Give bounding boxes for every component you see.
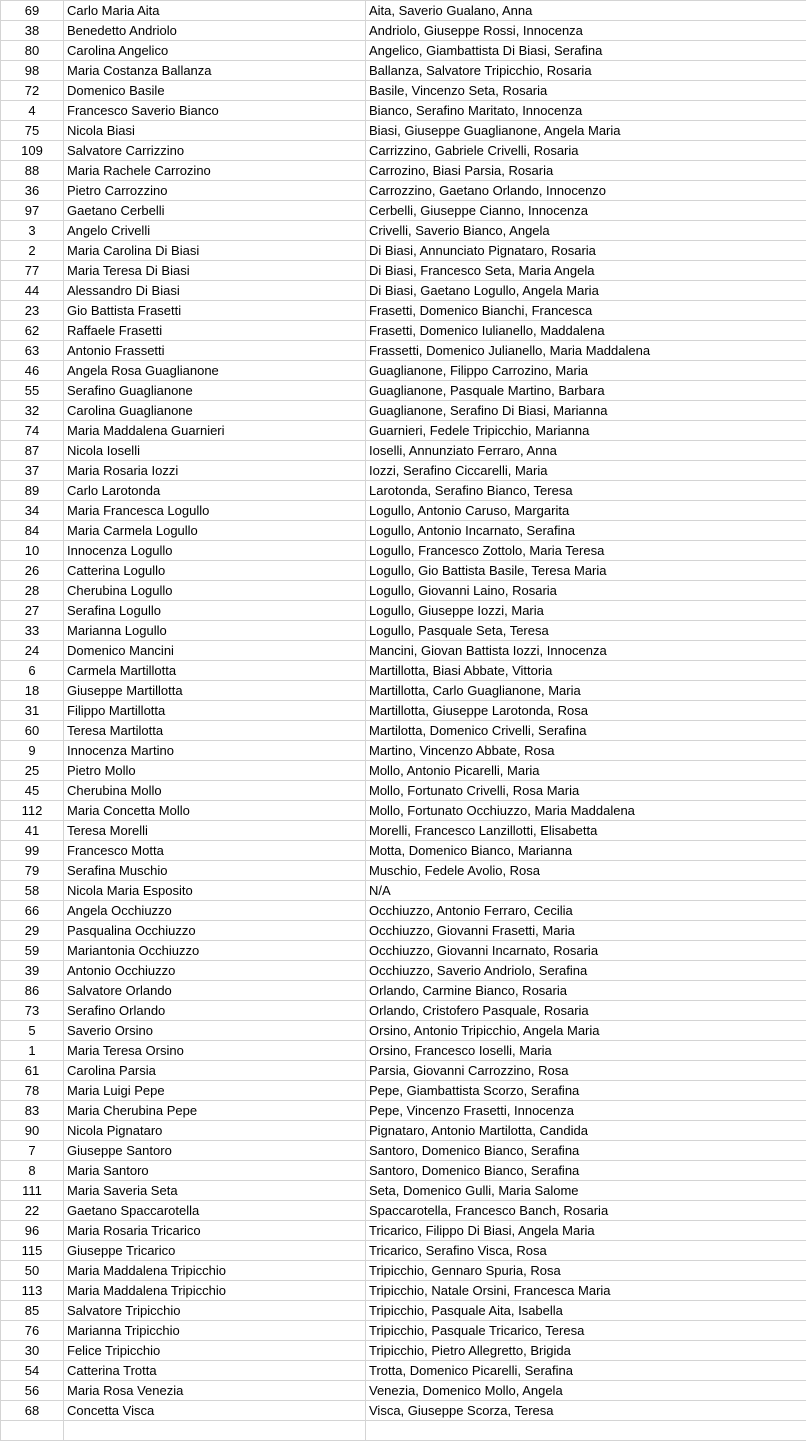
id-cell[interactable]: 74	[1, 421, 64, 441]
id-cell[interactable]: 33	[1, 621, 64, 641]
name-cell[interactable]: Maria Francesca Logullo	[64, 501, 366, 521]
table-row	[1, 521, 806, 541]
name-cell[interactable]: Francesco Motta	[64, 841, 366, 861]
id-cell[interactable]: 78	[1, 1081, 64, 1101]
id-cell[interactable]: 98	[1, 61, 64, 81]
id-cell[interactable]: 34	[1, 501, 64, 521]
id-cell[interactable]: 62	[1, 321, 64, 341]
name-cell[interactable]: Antonio Frassetti	[64, 341, 366, 361]
name-cell[interactable]: Maria Teresa Di Biasi	[64, 261, 366, 281]
parents-cell[interactable]: Guarnieri, Fedele Tripicchio, Marianna	[366, 421, 806, 441]
parents-cell[interactable]: Orsino, Antonio Tripicchio, Angela Maria	[366, 1021, 806, 1041]
id-cell[interactable]: 45	[1, 781, 64, 801]
parents-cell[interactable]: Frassetti, Domenico Julianello, Maria Maddalena	[366, 341, 806, 361]
name-cell[interactable]: Carolina Guaglianone	[64, 401, 366, 421]
id-cell[interactable]: 6	[1, 661, 64, 681]
parents-cell[interactable]: Di Biasi, Francesco Seta, Maria Angela	[366, 261, 806, 281]
name-cell[interactable]: Francesco Saverio Bianco	[64, 101, 366, 121]
name-cell[interactable]: Gio Battista Frasetti	[64, 301, 366, 321]
parents-cell[interactable]: Tricarico, Serafino Visca, Rosa	[366, 1241, 806, 1261]
id-cell[interactable]: 112	[1, 801, 64, 821]
name-cell[interactable]: Innocenza Martino	[64, 741, 366, 761]
name-cell[interactable]: Maria Saveria Seta	[64, 1181, 366, 1201]
parents-cell[interactable]: Larotonda, Serafino Bianco, Teresa	[366, 481, 806, 501]
name-cell[interactable]: Maria Cherubina Pepe	[64, 1101, 366, 1121]
table-row	[1, 1401, 806, 1421]
name-cell[interactable]: Giuseppe Santoro	[64, 1141, 366, 1161]
table-row	[1, 901, 806, 921]
parents-cell[interactable]: Andriolo, Giuseppe Rossi, Innocenza	[366, 21, 806, 41]
table-row	[1, 1341, 806, 1361]
table-row	[1, 341, 806, 361]
id-cell[interactable]: 68	[1, 1401, 64, 1421]
parents-cell[interactable]: Tripicchio, Pasquale Tricarico, Teresa	[366, 1321, 806, 1341]
id-cell[interactable]: 38	[1, 21, 64, 41]
table-row	[1, 1, 806, 21]
id-cell[interactable]: 63	[1, 341, 64, 361]
id-cell[interactable]: 27	[1, 601, 64, 621]
id-cell[interactable]: 2	[1, 241, 64, 261]
parents-cell[interactable]: Ballanza, Salvatore Tripicchio, Rosaria	[366, 61, 806, 81]
id-cell[interactable]: 87	[1, 441, 64, 461]
parents-cell[interactable]: Venezia, Domenico Mollo, Angela	[366, 1381, 806, 1401]
parents-cell[interactable]: Santoro, Domenico Bianco, Serafina	[366, 1141, 806, 1161]
table-row	[1, 161, 806, 181]
id-cell[interactable]: 4	[1, 101, 64, 121]
table-row	[1, 941, 806, 961]
id-cell[interactable]: 89	[1, 481, 64, 501]
table-row	[1, 81, 806, 101]
id-cell[interactable]: 83	[1, 1101, 64, 1121]
id-cell[interactable]: 18	[1, 681, 64, 701]
id-cell[interactable]: 7	[1, 1141, 64, 1161]
table-row	[1, 181, 806, 201]
parents-cell[interactable]: Bianco, Serafino Maritato, Innocenza	[366, 101, 806, 121]
parents-cell[interactable]: Motta, Domenico Bianco, Marianna	[366, 841, 806, 861]
name-cell[interactable]: Marianna Tripicchio	[64, 1321, 366, 1341]
table-row	[1, 981, 806, 1001]
parents-cell[interactable]: Carrizzino, Gabriele Crivelli, Rosaria	[366, 141, 806, 161]
id-cell[interactable]: 55	[1, 381, 64, 401]
id-cell[interactable]: 3	[1, 221, 64, 241]
id-cell[interactable]: 10	[1, 541, 64, 561]
table-row	[1, 101, 806, 121]
parents-cell[interactable]: Orlando, Carmine Bianco, Rosaria	[366, 981, 806, 1001]
parents-cell[interactable]: Ioselli, Annunziato Ferraro, Anna	[366, 441, 806, 461]
table-row	[1, 961, 806, 981]
name-cell[interactable]: Raffaele Frasetti	[64, 321, 366, 341]
parents-cell[interactable]	[366, 1421, 806, 1441]
id-cell[interactable]: 58	[1, 881, 64, 901]
name-cell[interactable]: Nicola Biasi	[64, 121, 366, 141]
table-row	[1, 1081, 806, 1101]
name-cell[interactable]: Maria Carolina Di Biasi	[64, 241, 366, 261]
id-cell[interactable]: 66	[1, 901, 64, 921]
table-row	[1, 1061, 806, 1081]
table-row	[1, 1281, 806, 1301]
id-cell[interactable]: 97	[1, 201, 64, 221]
parents-cell[interactable]: Tricarico, Filippo Di Biasi, Angela Maria	[366, 1221, 806, 1241]
parents-cell[interactable]: Logullo, Antonio Incarnato, Serafina	[366, 521, 806, 541]
table-row	[1, 621, 806, 641]
table-row	[1, 1181, 806, 1201]
id-cell[interactable]: 25	[1, 761, 64, 781]
table-row	[1, 1261, 806, 1281]
table-row	[1, 1001, 806, 1021]
parents-cell[interactable]: Martillotta, Giuseppe Larotonda, Rosa	[366, 701, 806, 721]
name-cell[interactable]: Maria Costanza Ballanza	[64, 61, 366, 81]
parents-cell[interactable]: Biasi, Giuseppe Guaglianone, Angela Maria	[366, 121, 806, 141]
table-row	[1, 261, 806, 281]
table-row	[1, 361, 806, 381]
id-cell[interactable]: 36	[1, 181, 64, 201]
name-cell[interactable]: Salvatore Tripicchio	[64, 1301, 366, 1321]
table-row	[1, 121, 806, 141]
parents-cell[interactable]: Mollo, Fortunato Crivelli, Rosa Maria	[366, 781, 806, 801]
parents-cell[interactable]: Parsia, Giovanni Carrozzino, Rosa	[366, 1061, 806, 1081]
id-cell[interactable]: 85	[1, 1301, 64, 1321]
id-cell[interactable]: 77	[1, 261, 64, 281]
name-cell[interactable]: Giuseppe Tricarico	[64, 1241, 366, 1261]
table-row	[1, 781, 806, 801]
parents-cell[interactable]: Di Biasi, Gaetano Logullo, Angela Maria	[366, 281, 806, 301]
parents-cell[interactable]: Frasetti, Domenico Bianchi, Francesca	[366, 301, 806, 321]
name-cell[interactable]: Serafino Orlando	[64, 1001, 366, 1021]
name-cell[interactable]: Serafina Logullo	[64, 601, 366, 621]
table-row	[1, 201, 806, 221]
name-cell[interactable]: Nicola Pignataro	[64, 1121, 366, 1141]
table-row	[1, 381, 806, 401]
parents-cell[interactable]: Carrozzino, Gaetano Orlando, Innocenzo	[366, 181, 806, 201]
parents-cell[interactable]: Trotta, Domenico Picarelli, Serafina	[366, 1361, 806, 1381]
name-cell[interactable]: Maria Luigi Pepe	[64, 1081, 366, 1101]
table-row	[1, 441, 806, 461]
name-cell[interactable]: Gaetano Spaccarotella	[64, 1201, 366, 1221]
id-cell[interactable]: 86	[1, 981, 64, 1001]
id-cell[interactable]: 88	[1, 161, 64, 181]
name-cell[interactable]: Nicola Maria Esposito	[64, 881, 366, 901]
id-cell[interactable]: 5	[1, 1021, 64, 1041]
parents-cell[interactable]: Tripicchio, Gennaro Spuria, Rosa	[366, 1261, 806, 1281]
parents-cell[interactable]: Tripicchio, Natale Orsini, Francesca Maria	[366, 1281, 806, 1301]
name-cell[interactable]: Felice Tripicchio	[64, 1341, 366, 1361]
id-cell[interactable]: 8	[1, 1161, 64, 1181]
parents-cell[interactable]: Guaglianone, Pasquale Martino, Barbara	[366, 381, 806, 401]
id-cell[interactable]: 99	[1, 841, 64, 861]
parents-cell[interactable]: Orsino, Francesco Ioselli, Maria	[366, 1041, 806, 1061]
id-cell[interactable]: 75	[1, 121, 64, 141]
name-cell[interactable]: Saverio Orsino	[64, 1021, 366, 1041]
table-row	[1, 1381, 806, 1401]
table-row	[1, 141, 806, 161]
id-cell[interactable]: 96	[1, 1221, 64, 1241]
id-cell[interactable]: 60	[1, 721, 64, 741]
id-cell[interactable]: 46	[1, 361, 64, 381]
id-cell[interactable]: 80	[1, 41, 64, 61]
table-row	[1, 1321, 806, 1341]
parents-cell[interactable]: Angelico, Giambattista Di Biasi, Serafina	[366, 41, 806, 61]
table-row	[1, 1221, 806, 1241]
name-cell[interactable]: Maria Maddalena Tripicchio	[64, 1281, 366, 1301]
table-row	[1, 1201, 806, 1221]
table-row	[1, 601, 806, 621]
id-cell[interactable]: 44	[1, 281, 64, 301]
parents-cell[interactable]: Mollo, Fortunato Occhiuzzo, Maria Maddalena	[366, 801, 806, 821]
parents-cell[interactable]: Carrozino, Biasi Parsia, Rosaria	[366, 161, 806, 181]
table-row	[1, 1161, 806, 1181]
name-cell[interactable]: Cherubina Mollo	[64, 781, 366, 801]
id-cell[interactable]: 32	[1, 401, 64, 421]
table-row	[1, 21, 806, 41]
table-row	[1, 321, 806, 341]
parents-cell[interactable]: Visca, Giuseppe Scorza, Teresa	[366, 1401, 806, 1421]
table-row	[1, 501, 806, 521]
table-row	[1, 641, 806, 661]
id-cell[interactable]: 28	[1, 581, 64, 601]
parents-cell[interactable]: Orlando, Cristofero Pasquale, Rosaria	[366, 1001, 806, 1021]
parents-cell[interactable]: Martillotta, Biasi Abbate, Vittoria	[366, 661, 806, 681]
table-row	[1, 1361, 806, 1381]
parents-cell[interactable]: N/A	[366, 881, 806, 901]
name-cell[interactable]: Filippo Martillotta	[64, 701, 366, 721]
name-cell[interactable]	[64, 1421, 366, 1441]
name-cell[interactable]: Teresa Morelli	[64, 821, 366, 841]
name-cell[interactable]: Antonio Occhiuzzo	[64, 961, 366, 981]
table-row	[1, 581, 806, 601]
name-cell[interactable]: Cherubina Logullo	[64, 581, 366, 601]
id-cell[interactable]: 73	[1, 1001, 64, 1021]
name-cell[interactable]: Innocenza Logullo	[64, 541, 366, 561]
table-row	[1, 701, 806, 721]
id-cell[interactable]: 39	[1, 961, 64, 981]
parents-cell[interactable]: Guaglianone, Filippo Carrozino, Maria	[366, 361, 806, 381]
id-cell[interactable]: 59	[1, 941, 64, 961]
name-cell[interactable]: Salvatore Orlando	[64, 981, 366, 1001]
parents-cell[interactable]: Muschio, Fedele Avolio, Rosa	[366, 861, 806, 881]
parents-cell[interactable]: Di Biasi, Annunciato Pignataro, Rosaria	[366, 241, 806, 261]
parents-cell[interactable]: Occhiuzzo, Giovanni Incarnato, Rosaria	[366, 941, 806, 961]
parents-cell[interactable]: Logullo, Francesco Zottolo, Maria Teresa	[366, 541, 806, 561]
table-row	[1, 1141, 806, 1161]
parents-cell[interactable]: Logullo, Gio Battista Basile, Teresa Maria	[366, 561, 806, 581]
table-row	[1, 801, 806, 821]
id-cell[interactable]: 69	[1, 1, 64, 21]
table-row	[1, 561, 806, 581]
name-cell[interactable]: Domenico Basile	[64, 81, 366, 101]
parents-cell[interactable]: Aita, Saverio Gualano, Anna	[366, 1, 806, 21]
parents-cell[interactable]: Logullo, Pasquale Seta, Teresa	[366, 621, 806, 641]
parents-cell[interactable]: Santoro, Domenico Bianco, Serafina	[366, 1161, 806, 1181]
table-row	[1, 921, 806, 941]
parents-cell[interactable]: Crivelli, Saverio Bianco, Angela	[366, 221, 806, 241]
id-cell[interactable]: 1	[1, 1041, 64, 1061]
parents-cell[interactable]: Basile, Vincenzo Seta, Rosaria	[366, 81, 806, 101]
table-row	[1, 541, 806, 561]
parents-cell[interactable]: Occhiuzzo, Giovanni Frasetti, Maria	[366, 921, 806, 941]
name-cell[interactable]: Maria Maddalena Tripicchio	[64, 1261, 366, 1281]
name-cell[interactable]: Salvatore Carrizzino	[64, 141, 366, 161]
parents-cell[interactable]: Mancini, Giovan Battista Iozzi, Innocenza	[366, 641, 806, 661]
name-cell[interactable]: Teresa Martilotta	[64, 721, 366, 741]
parents-cell[interactable]: Logullo, Antonio Caruso, Margarita	[366, 501, 806, 521]
parents-cell[interactable]: Tripicchio, Pietro Allegretto, Brigida	[366, 1341, 806, 1361]
name-cell[interactable]: Maria Teresa Orsino	[64, 1041, 366, 1061]
name-cell[interactable]: Nicola Ioselli	[64, 441, 366, 461]
id-cell[interactable]: 56	[1, 1381, 64, 1401]
parents-cell[interactable]: Pepe, Giambattista Scorzo, Serafina	[366, 1081, 806, 1101]
table-row	[1, 721, 806, 741]
name-cell[interactable]: Maria Concetta Mollo	[64, 801, 366, 821]
id-cell[interactable]: 84	[1, 521, 64, 541]
id-cell[interactable]: 61	[1, 1061, 64, 1081]
table-row	[1, 861, 806, 881]
name-cell[interactable]: Carolina Parsia	[64, 1061, 366, 1081]
table-row	[1, 741, 806, 761]
name-cell[interactable]: Alessandro Di Biasi	[64, 281, 366, 301]
table-row	[1, 61, 806, 81]
id-cell[interactable]: 22	[1, 1201, 64, 1221]
name-cell[interactable]: Maria Rosa Venezia	[64, 1381, 366, 1401]
parents-cell[interactable]: Occhiuzzo, Saverio Andriolo, Serafina	[366, 961, 806, 981]
name-cell[interactable]: Maria Rosaria Tricarico	[64, 1221, 366, 1241]
name-cell[interactable]: Angela Rosa Guaglianone	[64, 361, 366, 381]
parents-cell[interactable]: Pignataro, Antonio Martilotta, Candida	[366, 1121, 806, 1141]
table-row	[1, 1101, 806, 1121]
table-row	[1, 421, 806, 441]
parents-cell[interactable]: Martillotta, Carlo Guaglianone, Maria	[366, 681, 806, 701]
name-cell[interactable]: Maria Rachele Carrozino	[64, 161, 366, 181]
parents-cell[interactable]: Frasetti, Domenico Iulianello, Maddalena	[366, 321, 806, 341]
name-cell[interactable]: Domenico Mancini	[64, 641, 366, 661]
parents-cell[interactable]: Martino, Vincenzo Abbate, Rosa	[366, 741, 806, 761]
parents-cell[interactable]: Guaglianone, Serafino Di Biasi, Marianna	[366, 401, 806, 421]
id-cell[interactable]: 90	[1, 1121, 64, 1141]
name-cell[interactable]: Pietro Mollo	[64, 761, 366, 781]
table-row	[1, 761, 806, 781]
table-row	[1, 821, 806, 841]
name-cell[interactable]: Carlo Maria Aita	[64, 1, 366, 21]
name-cell[interactable]: Gaetano Cerbelli	[64, 201, 366, 221]
id-cell[interactable]: 26	[1, 561, 64, 581]
table-row	[1, 481, 806, 501]
table-row	[1, 401, 806, 421]
name-cell[interactable]: Giuseppe Martillotta	[64, 681, 366, 701]
name-cell[interactable]: Carmela Martillotta	[64, 661, 366, 681]
id-cell[interactable]: 109	[1, 141, 64, 161]
name-cell[interactable]: Catterina Logullo	[64, 561, 366, 581]
id-cell[interactable]: 30	[1, 1341, 64, 1361]
id-cell[interactable]: 24	[1, 641, 64, 661]
id-cell[interactable]: 9	[1, 741, 64, 761]
name-cell[interactable]: Maria Rosaria Iozzi	[64, 461, 366, 481]
parents-cell[interactable]: Morelli, Francesco Lanzillotti, Elisabetta	[366, 821, 806, 841]
id-cell[interactable]: 115	[1, 1241, 64, 1261]
table-row	[1, 661, 806, 681]
name-cell[interactable]: Mariantonia Occhiuzzo	[64, 941, 366, 961]
table-row	[1, 1301, 806, 1321]
parents-cell[interactable]: Logullo, Giuseppe Iozzi, Maria	[366, 601, 806, 621]
name-cell[interactable]: Pasqualina Occhiuzzo	[64, 921, 366, 941]
id-cell[interactable]: 54	[1, 1361, 64, 1381]
table-row	[1, 681, 806, 701]
table-row	[1, 241, 806, 261]
table-row	[1, 841, 806, 861]
name-cell[interactable]: Maria Maddalena Guarnieri	[64, 421, 366, 441]
name-cell[interactable]: Catterina Trotta	[64, 1361, 366, 1381]
id-cell[interactable]: 41	[1, 821, 64, 841]
name-cell[interactable]: Maria Carmela Logullo	[64, 521, 366, 541]
table-row	[1, 41, 806, 61]
id-cell[interactable]: 111	[1, 1181, 64, 1201]
table-row	[1, 301, 806, 321]
parents-cell[interactable]: Seta, Domenico Gulli, Maria Salome	[366, 1181, 806, 1201]
id-cell[interactable]: 113	[1, 1281, 64, 1301]
parents-cell[interactable]: Martilotta, Domenico Crivelli, Serafina	[366, 721, 806, 741]
parents-cell[interactable]: Tripicchio, Pasquale Aita, Isabella	[366, 1301, 806, 1321]
parents-cell[interactable]: Mollo, Antonio Picarelli, Maria	[366, 761, 806, 781]
name-cell[interactable]: Serafina Muschio	[64, 861, 366, 881]
id-cell[interactable]	[1, 1421, 64, 1441]
table-row	[1, 1121, 806, 1141]
parents-cell[interactable]: Spaccarotella, Francesco Banch, Rosaria	[366, 1201, 806, 1221]
table-row	[1, 281, 806, 301]
name-cell[interactable]: Maria Santoro	[64, 1161, 366, 1181]
table-row	[1, 461, 806, 481]
name-cell[interactable]: Benedetto Andriolo	[64, 21, 366, 41]
id-cell[interactable]: 31	[1, 701, 64, 721]
parents-cell[interactable]: Pepe, Vincenzo Frasetti, Innocenza	[366, 1101, 806, 1121]
name-cell[interactable]: Marianna Logullo	[64, 621, 366, 641]
parents-cell[interactable]: Iozzi, Serafino Ciccarelli, Maria	[366, 461, 806, 481]
table-row	[1, 1421, 806, 1441]
id-cell[interactable]: 76	[1, 1321, 64, 1341]
id-cell[interactable]: 29	[1, 921, 64, 941]
name-cell[interactable]: Carolina Angelico	[64, 41, 366, 61]
id-cell[interactable]: 23	[1, 301, 64, 321]
parents-cell[interactable]: Logullo, Giovanni Laino, Rosaria	[366, 581, 806, 601]
spreadsheet-body	[1, 1, 806, 1441]
name-cell[interactable]: Serafino Guaglianone	[64, 381, 366, 401]
id-cell[interactable]: 50	[1, 1261, 64, 1281]
id-cell[interactable]: 79	[1, 861, 64, 881]
id-cell[interactable]: 72	[1, 81, 64, 101]
table-row	[1, 1021, 806, 1041]
parents-cell[interactable]: Occhiuzzo, Antonio Ferraro, Cecilia	[366, 901, 806, 921]
parents-cell[interactable]: Cerbelli, Giuseppe Cianno, Innocenza	[366, 201, 806, 221]
table-row	[1, 1241, 806, 1261]
name-cell[interactable]: Angelo Crivelli	[64, 221, 366, 241]
name-cell[interactable]: Concetta Visca	[64, 1401, 366, 1421]
name-cell[interactable]: Carlo Larotonda	[64, 481, 366, 501]
name-cell[interactable]: Pietro Carrozzino	[64, 181, 366, 201]
table-row	[1, 1041, 806, 1061]
table-row	[1, 221, 806, 241]
name-cell[interactable]: Angela Occhiuzzo	[64, 901, 366, 921]
id-cell[interactable]: 37	[1, 461, 64, 481]
table-row	[1, 881, 806, 901]
